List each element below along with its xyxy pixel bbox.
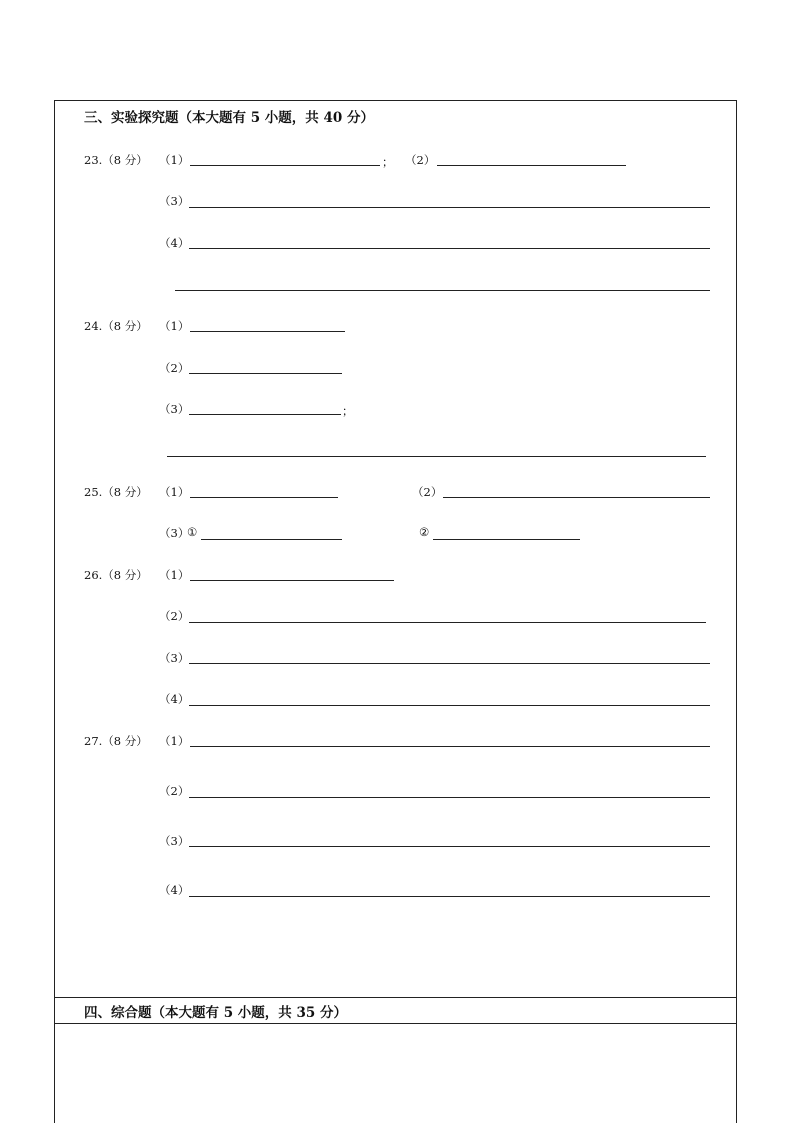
answer-sheet-border xyxy=(54,100,737,1123)
q23-number: 23.（8 分） xyxy=(84,153,148,167)
q27-number: 27.（8 分） xyxy=(84,734,148,748)
q24-part2-label: （2） xyxy=(159,361,190,375)
q24-part1-answer-line[interactable] xyxy=(190,331,345,332)
q25-circle-1: ① xyxy=(187,525,198,539)
q26-part1-label: （1） xyxy=(159,568,190,582)
q23-part2-answer-line[interactable] xyxy=(437,165,626,166)
q26-part4-label: （4） xyxy=(159,692,190,706)
q24-part1-label: （1） xyxy=(159,319,190,333)
q27-part4-label: （4） xyxy=(159,883,190,897)
q26-part2-answer-line[interactable] xyxy=(189,622,706,623)
q25-part3-answer-line-1[interactable] xyxy=(201,539,342,540)
q23-part2-label: （2） xyxy=(405,153,436,167)
q24-part3-answer-line[interactable] xyxy=(189,414,341,415)
section-4-title: 四、综合题（本大题有 5 小题，共 35 分） xyxy=(84,1005,347,1021)
q27-part2-label: （2） xyxy=(159,784,190,798)
q27-part3-answer-line[interactable] xyxy=(189,846,710,847)
q26-part2-label: （2） xyxy=(159,609,190,623)
q23-part1-answer-line[interactable] xyxy=(190,165,380,166)
q27-part2-answer-line[interactable] xyxy=(189,797,710,798)
q25-circle-2: ② xyxy=(419,525,430,539)
q25-part3-label: （3） xyxy=(159,526,190,540)
q25-part2-label: （2） xyxy=(412,485,443,499)
q23-part4-answer-line[interactable] xyxy=(189,248,710,249)
q23-part3-label: （3） xyxy=(159,194,190,208)
q24-part3-label: （3） xyxy=(159,402,190,416)
q23-part4-label: （4） xyxy=(159,236,190,250)
q26-part3-label: （3） xyxy=(159,651,190,665)
section-3-title: 三、实验探究题（本大题有 5 小题，共 40 分） xyxy=(84,110,374,126)
q23-part1-label: （1） xyxy=(159,153,190,167)
q25-part2-answer-line[interactable] xyxy=(443,497,710,498)
q24-part2-answer-line[interactable] xyxy=(189,373,342,374)
q27-part3-label: （3） xyxy=(159,834,190,848)
q26-part4-answer-line[interactable] xyxy=(189,705,710,706)
q25-number: 25.（8 分） xyxy=(84,485,148,499)
q27-part1-label: （1） xyxy=(159,734,190,748)
q24-number: 24.（8 分） xyxy=(84,319,148,333)
q25-part1-label: （1） xyxy=(159,485,190,499)
q23-part4-answer-line-2[interactable] xyxy=(175,290,710,291)
q27-part4-answer-line[interactable] xyxy=(189,896,710,897)
q26-part3-answer-line[interactable] xyxy=(189,663,710,664)
q26-number: 26.（8 分） xyxy=(84,568,148,582)
q23-semicolon: ； xyxy=(382,155,394,169)
q26-part1-answer-line[interactable] xyxy=(190,580,394,581)
q23-part3-answer-line[interactable] xyxy=(189,207,710,208)
q27-part1-answer-line[interactable] xyxy=(190,746,710,747)
q24-part3-answer-line-2[interactable] xyxy=(167,456,706,457)
q25-part1-answer-line[interactable] xyxy=(190,497,338,498)
q24-semicolon: ； xyxy=(342,404,354,418)
q25-part3-answer-line-2[interactable] xyxy=(433,539,580,540)
